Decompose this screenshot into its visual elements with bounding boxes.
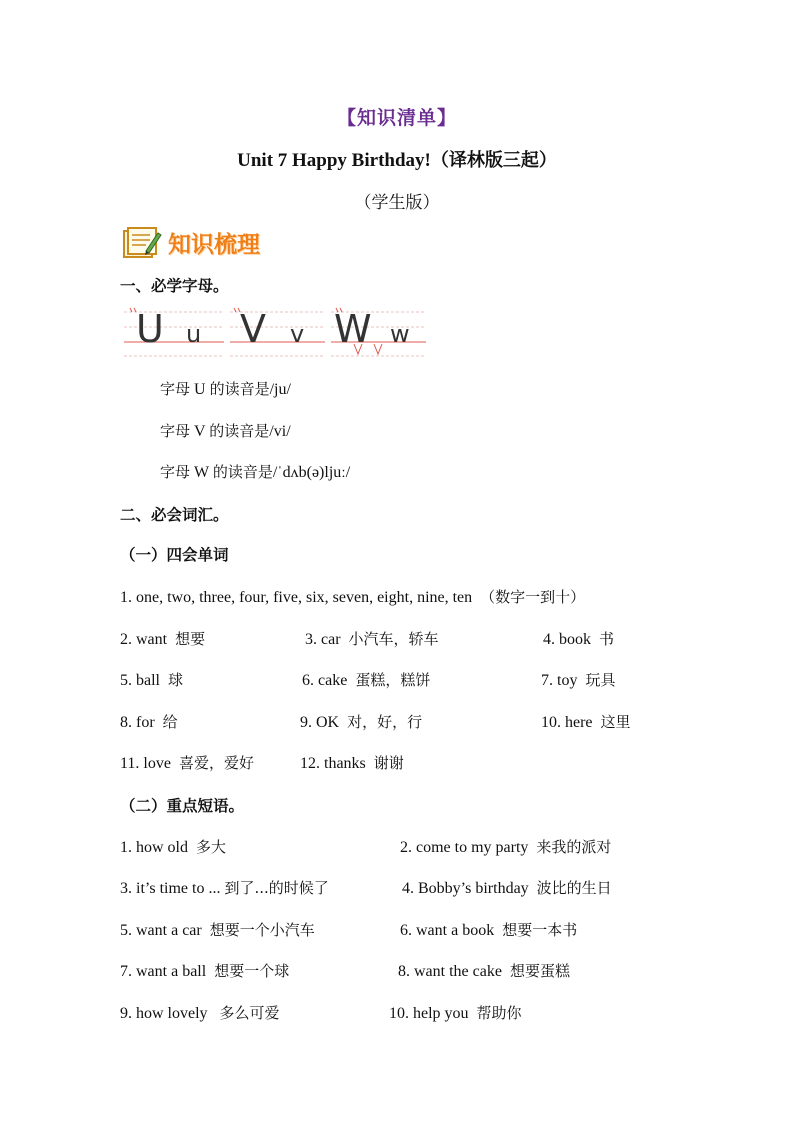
letter-u: u [186, 320, 202, 348]
word-item: 11. love 喜爱，爱好 [120, 754, 254, 772]
pronunciation-w: 字母 W 的读音是/ˈdʌb(ə)ljuː/ [160, 463, 351, 481]
pronunciation-v: 字母 V 的读音是/vi/ [160, 422, 291, 440]
word-item: 6. cake 蛋糕，糕饼 [302, 671, 431, 689]
bracket-title: 【知识清单】 [336, 107, 457, 129]
phrase-item: 10. help you 帮助你 [389, 1004, 522, 1022]
phrase-item: 7. want a ball 想要一个球 [120, 962, 290, 980]
letter-w: w [390, 320, 410, 348]
letter-v: v [290, 320, 305, 348]
letter-writing-guide [122, 300, 428, 364]
section-banner [122, 224, 260, 260]
phrase-item: 4. Bobby’s birthday 波比的生日 [402, 879, 612, 897]
pronunciation-u: 字母 U 的读音是/ju/ [160, 380, 291, 398]
title-en: Unit 7 Happy Birthday! [237, 150, 431, 171]
phrase-item: 3. it’s time to ... 到了...的时候了 [120, 879, 329, 897]
word-item: 10. here 这里 [541, 713, 631, 731]
page-title [0, 146, 794, 172]
word-item: 3. car 小汽车，轿车 [305, 630, 439, 648]
subtitle: （学生版） [354, 193, 440, 213]
letter-U: U [136, 307, 164, 351]
phrase-item: 9. how lovely 多么可爱 [120, 1004, 280, 1022]
letter-V: V [240, 307, 266, 351]
word-line-numbers: 1. one, two, three, four, five, six, seven, eight, nine, ten （数字一到十） [120, 588, 586, 606]
word-item: 2. want 想要 [120, 630, 206, 648]
word-item: 7. toy 玩具 [541, 671, 616, 689]
word-item: 5. ball 球 [120, 671, 184, 689]
banner-text: 知识梳理 [168, 231, 260, 258]
notebook-pencil-icon [122, 225, 162, 259]
word-item: 9. OK 对，好，行 [300, 713, 423, 731]
phrase-item: 2. come to my party 来我的派对 [400, 838, 612, 856]
phrase-item: 6. want a book 想要一本书 [400, 921, 578, 939]
phrase-item: 8. want the cake 想要蛋糕 [398, 962, 570, 980]
word-item: 4. book 书 [543, 630, 615, 648]
subsection-four-skill-words: （一）四会单词 [120, 546, 229, 564]
section1-heading: 一、必学字母。 [120, 277, 229, 295]
subsection-key-phrases: （二）重点短语。 [120, 797, 245, 815]
letter-W: W [334, 307, 372, 351]
guide-lines [124, 312, 426, 356]
word-item: 12. thanks 谢谢 [300, 754, 404, 772]
word-item: 8. for 给 [120, 713, 178, 731]
phrase-item: 5. want a car 想要一个小汽车 [120, 921, 315, 939]
section2-heading: 二、必会词汇。 [120, 506, 229, 524]
title-cn: （译林版三起） [430, 150, 557, 171]
phrase-item: 1. how old 多大 [120, 838, 227, 856]
